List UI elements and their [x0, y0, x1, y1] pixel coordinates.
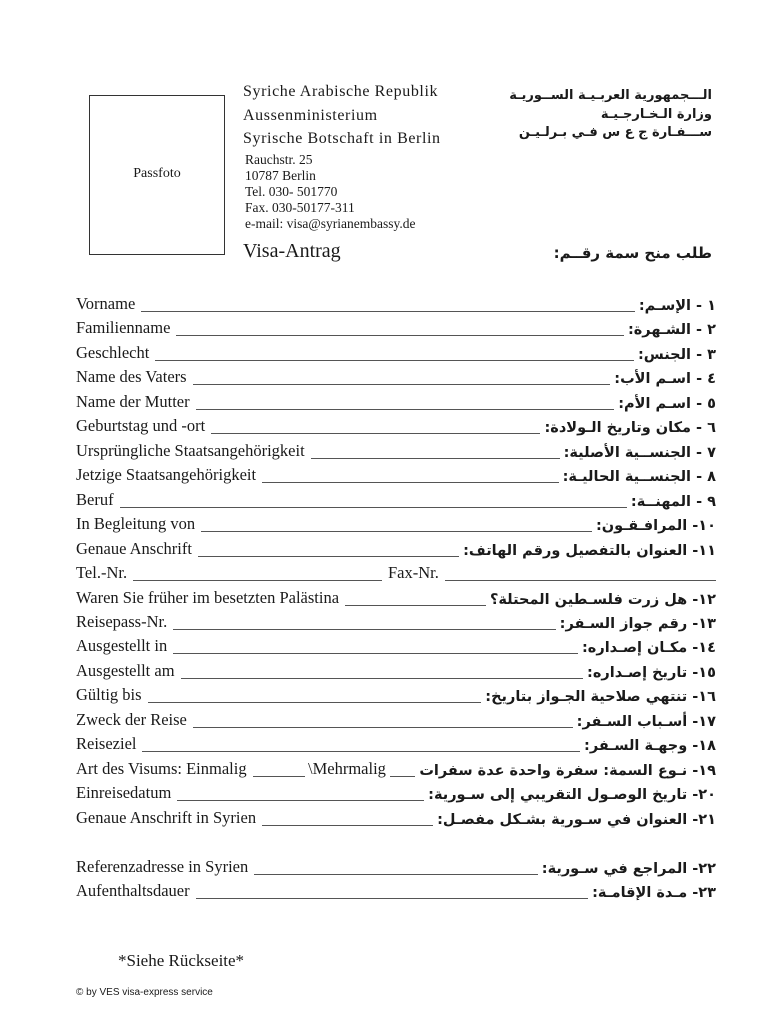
field-label-de: Name der Mutter: [76, 392, 190, 411]
passport-photo-label: Passfoto: [133, 166, 181, 181]
field-label-de: Referenzadresse in Syrien: [76, 857, 249, 876]
fill-line[interactable]: [193, 727, 573, 728]
fill-line[interactable]: [211, 433, 540, 434]
form-row: [76, 344, 716, 366]
form-row: [76, 735, 716, 757]
fill-line[interactable]: [201, 531, 592, 532]
fill-line[interactable]: [155, 360, 634, 361]
field-label-ar: ١٠- المرافـقـون:: [595, 518, 716, 534]
field-label-ar: ١٩- نـوع السمة: سفرة واحدة عدة سفرات: [419, 763, 716, 779]
field-label-ar: ١٢- هل زرت فلسـطين المحتلة؟: [489, 592, 716, 608]
form-row: [76, 491, 716, 513]
address-fax: Fax. 030-50177-311: [245, 200, 355, 215]
field-label-de: Vorname: [76, 294, 136, 313]
form-row: [76, 784, 716, 806]
field-label-de: Waren Sie früher im besetzten Palästina: [76, 588, 340, 607]
field-label-ar: ٣ - الجنس:: [637, 347, 716, 363]
field-label-ar: ٧ - الجنســية الأصلية:: [563, 445, 716, 461]
field-label-de: Einreisedatum: [76, 783, 172, 802]
field-label-ar: ٢٢- المراجع في سـورية:: [541, 861, 716, 877]
fill-line[interactable]: [253, 776, 305, 777]
field-label-de: Jetzige Staatsangehörigkeit: [76, 465, 257, 484]
copyright: © by VES visa-express service: [76, 987, 213, 998]
form-row: [76, 368, 716, 390]
passport-photo-box: [89, 95, 225, 255]
field-label-ar: ١٥- تاريخ إصـداره:: [587, 665, 716, 681]
fill-line[interactable]: [254, 874, 538, 875]
fill-line[interactable]: [198, 556, 459, 557]
form-row: [76, 417, 716, 439]
fill-line[interactable]: [120, 507, 627, 508]
field-label-de: Ursprüngliche Staatsangehörigkeit: [76, 441, 305, 460]
fill-line[interactable]: [141, 311, 635, 312]
fill-line[interactable]: [390, 776, 415, 777]
field-label-de: Name des Vaters: [76, 367, 187, 386]
form-row: [76, 662, 716, 684]
field-label-de: Zweck der Reise: [76, 710, 187, 729]
field-label-de: Genaue Anschrift: [76, 539, 192, 558]
field-label-ar: ١١- العنوان بالتفصيل ورقم الهاتف:: [463, 543, 716, 559]
fill-line[interactable]: [262, 825, 433, 826]
field-label-de: Geburtstag und -ort: [76, 416, 206, 435]
field-label-ar: ١٧- أسـباب السـفر:: [576, 714, 716, 730]
field-label-ar: ١٦- تنتهي صلاحية الجـواز بتاريخ:: [485, 689, 716, 705]
address-city: 10787 Berlin: [245, 168, 316, 183]
fill-line[interactable]: [262, 482, 559, 483]
field-label-ar: ١٣- رقم جواز السـفر:: [559, 616, 716, 632]
field-label-de: Ausgestellt in: [76, 636, 168, 655]
field-label-de: Genaue Anschrift in Syrien: [76, 808, 257, 827]
form-row: [76, 809, 716, 831]
field-label-ar: ٢ - الشـهرة:: [627, 322, 716, 338]
fill-line[interactable]: [142, 751, 580, 752]
fill-line[interactable]: [181, 678, 583, 679]
address-street: Rauchstr. 25: [245, 152, 313, 167]
header-ar-country: الـــجمهورية العربـيـة الســوريـة: [509, 88, 712, 103]
form-row: [76, 686, 716, 708]
field-label-ar: ٤ - اسـم الأب:: [614, 371, 716, 387]
field-label-de: Tel.-Nr.: [76, 563, 128, 582]
field-label-ar: ٥ - اسـم الأم:: [618, 396, 716, 412]
field-label-de: Geschlecht: [76, 343, 150, 362]
field-label-ar: ٦ - مكان وتاريخ الـولادة:: [544, 420, 716, 436]
form-row: [76, 442, 716, 464]
header-ministry: Aussenministerium: [243, 107, 378, 124]
fill-line[interactable]: [193, 384, 610, 385]
form-row: [76, 589, 716, 611]
fill-line[interactable]: [173, 629, 556, 630]
fill-line[interactable]: [173, 653, 578, 654]
form-row: [76, 540, 716, 562]
field-label-de: Aufenthaltsdauer: [76, 881, 190, 900]
field-label-ar: ٢٣- مـدة الإقامـة:: [592, 885, 716, 901]
header-embassy: Syrische Botschaft in Berlin: [243, 130, 441, 147]
field-label-de: Art des Visums: Einmalig: [76, 759, 247, 778]
header-country: Syriche Arabische Republik: [243, 83, 439, 100]
field-label-ar: ٢١- العنوان في سـورية بشـكل مفصـل:: [437, 812, 716, 828]
field-label-de: Familienname: [76, 318, 171, 337]
address-phone: Tel. 030- 501770: [245, 184, 338, 199]
field-label-de: Reiseziel: [76, 734, 137, 753]
field-label-ar: ٩ - المهنــة:: [630, 494, 716, 510]
form-row: [76, 319, 716, 341]
form-row: [76, 760, 716, 782]
fill-line[interactable]: [133, 580, 382, 581]
form-row: [76, 393, 716, 415]
field-label-de: In Begleitung von: [76, 514, 196, 533]
fill-line[interactable]: [177, 800, 424, 801]
address-email: e-mail: visa@syrianembassy.de: [245, 216, 416, 231]
fill-line[interactable]: [176, 335, 624, 336]
field-label-de: Ausgestellt am: [76, 661, 175, 680]
form-row: [76, 637, 716, 659]
form-title-ar: طلب منح سمة رقــم:: [553, 244, 712, 262]
field-label-de: Reisepass-Nr.: [76, 612, 168, 631]
form-row: [76, 858, 716, 880]
form-row: [76, 711, 716, 733]
field-label-de: Gültig bis: [76, 685, 142, 704]
field-label-ar: ١٤- مكـان إصـداره:: [582, 640, 716, 656]
field-label-ar: ١ - الإسـم:: [638, 298, 716, 314]
form-row: [76, 295, 716, 317]
form-row: [76, 882, 716, 904]
form-row: [76, 466, 716, 488]
fill-line[interactable]: [196, 409, 614, 410]
fill-line[interactable]: [196, 898, 588, 899]
fill-line[interactable]: [311, 458, 560, 459]
see-back-note: *Siehe Rückseite*: [118, 951, 245, 970]
header-ar-embassy: ســـفـارة ج ع س فـي بـرلـيـن: [518, 125, 712, 140]
field-label-ar: ٢٠- تاريخ الوصـول التقريبي إلى سـورية:: [428, 787, 716, 803]
field-label-ar: ١٨- وجهـة السـفر:: [584, 738, 716, 754]
field-label-de-multiple: \Mehrmalig: [308, 759, 386, 778]
form-title-de: Visa-Antrag: [243, 240, 341, 262]
field-label-de: Beruf: [76, 490, 114, 509]
field-label-fax: Fax-Nr.: [388, 563, 439, 582]
form-row: [76, 613, 716, 635]
fill-line[interactable]: [148, 702, 481, 703]
fill-line[interactable]: [345, 605, 486, 606]
field-label-ar: ٨ - الجنســية الحاليـة:: [562, 469, 716, 485]
form-row: [76, 564, 716, 586]
form-row: [76, 515, 716, 537]
fill-line[interactable]: [445, 580, 716, 581]
header-ar-ministry: وزارة الـخـارجـيـة: [600, 107, 712, 122]
